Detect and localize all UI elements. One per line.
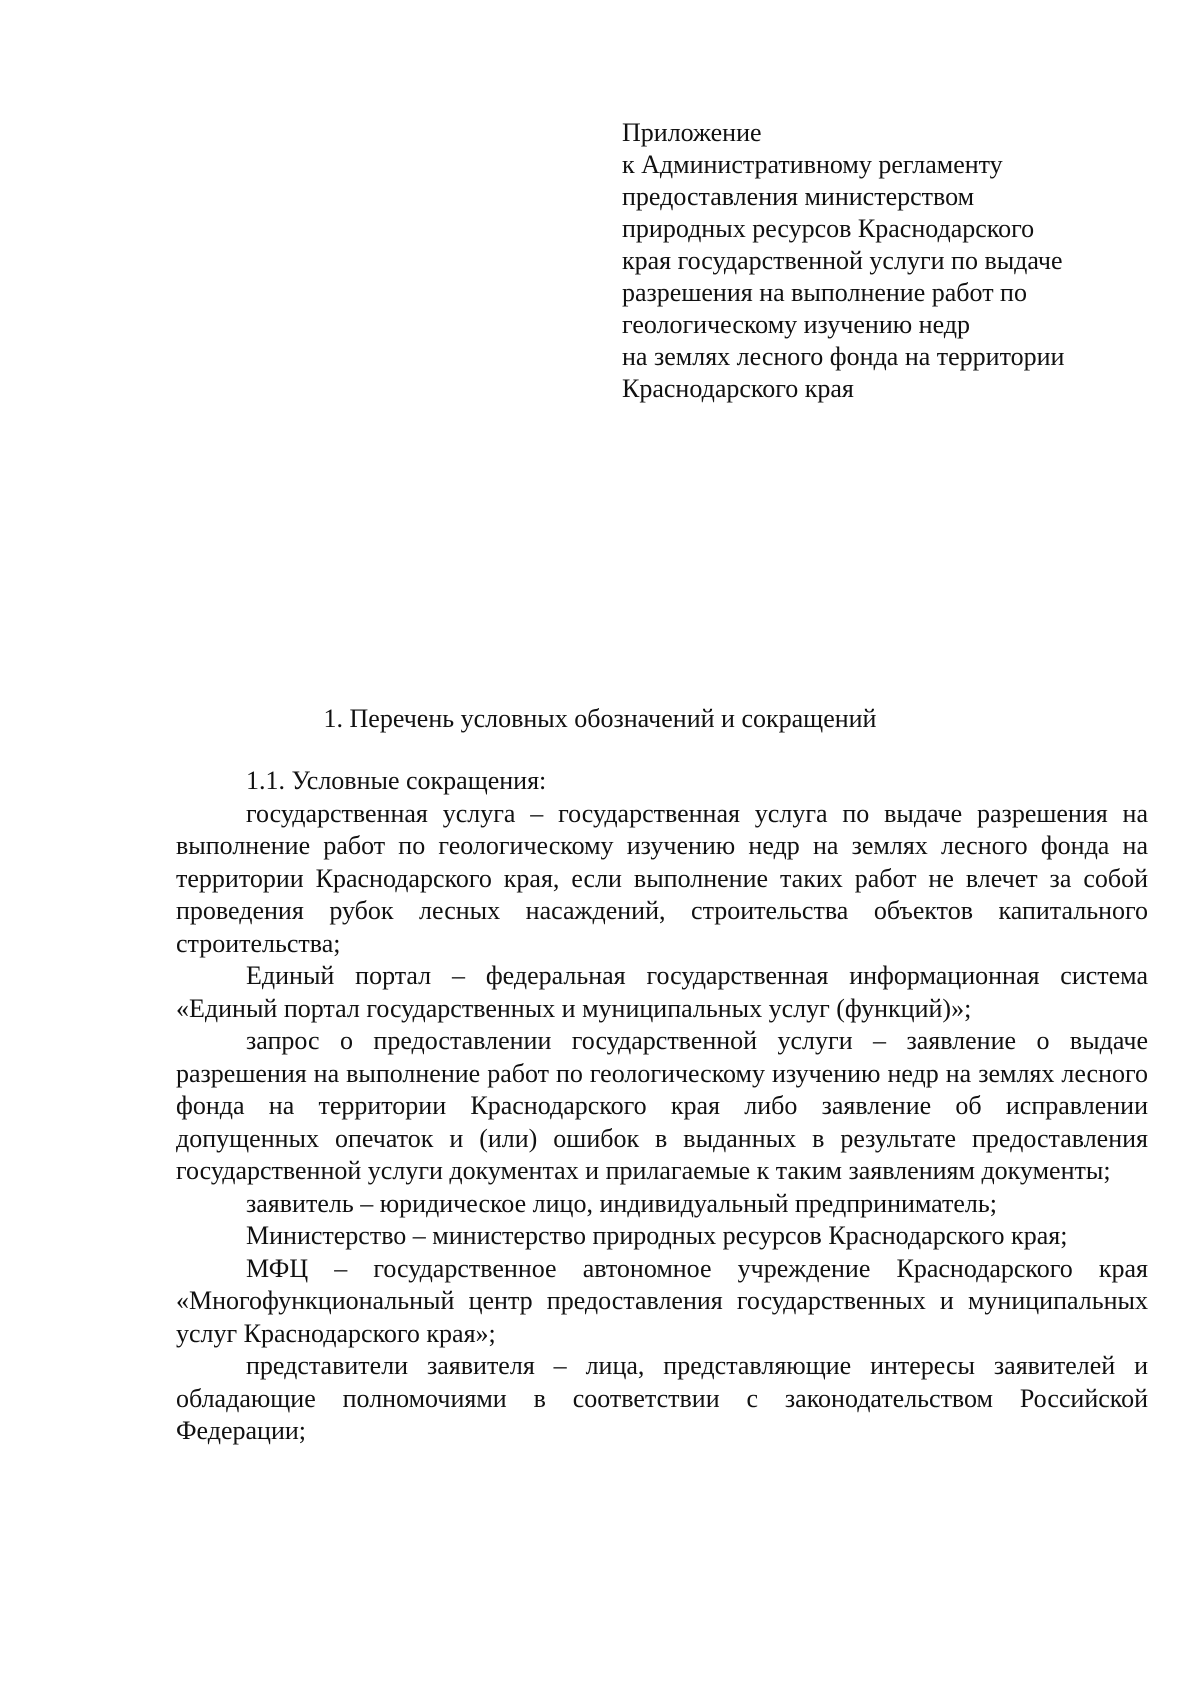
definition-paragraph: Единый портал – федеральная государственная информационная система «Единый портал государственных и муниципальных услуг (функций)»; bbox=[176, 961, 1148, 1023]
definition-paragraph: заявитель – юридическое лицо, индивидуальный предприниматель; bbox=[246, 1188, 997, 1218]
section-body bbox=[176, 765, 1148, 1448]
definition-paragraph: Министерство – министерство природных ресурсов Краснодарского края; bbox=[246, 1221, 1068, 1250]
section-title: 1. Перечень условных обозначений и сокращений bbox=[323, 704, 877, 733]
definition-paragraph: государственная услуга – государственная услуга по выдаче разрешения на выполнение работ по геологическому изучению недр на землях лесного фонда на территории Краснодарского края, если выполнение таких работ не влечет за собой проведения рубок лесных насаждений, строительства объектов капитального строительства; bbox=[176, 798, 1148, 958]
appendix-line: природных ресурсов Краснодарского bbox=[622, 214, 1035, 243]
appendix-line: к Административному регламенту bbox=[622, 150, 1003, 179]
definition-paragraph: представители заявителя – лица, представляющие интересы заявителей и обладающие полномочиями в соответствии с законодательством Российской Федерации; bbox=[176, 1351, 1148, 1445]
appendix-line: разрешения на выполнение работ по bbox=[622, 278, 1027, 307]
subsection-heading: 1.1. Условные сокращения: bbox=[246, 766, 547, 795]
appendix-line: предоставления министерством bbox=[622, 182, 975, 211]
appendix-line: на землях лесного фонда на территории bbox=[622, 342, 1065, 371]
definition-paragraph: МФЦ – государственное автономное учреждение Краснодарского края «Многофункциональный центр предоставления государственных и муниципальных услуг Краснодарского края»; bbox=[176, 1253, 1148, 1348]
appendix-line: Краснодарского края bbox=[622, 374, 854, 403]
appendix-line: геологическому изучению недр bbox=[622, 310, 970, 339]
appendix-line: края государственной услуги по выдаче bbox=[622, 246, 1063, 275]
definition-paragraph: запрос о предоставлении государственной услуги – заявление о выдаче разрешения на выполнение работ по геологическому изучению недр на землях лесного фонда на территории Краснодарского края либо заявление об исправлении допущенных опечаток и (или) ошибок в выданных в результате предоставления государственной услуги документах и прилагаемые к таким заявлениям документы; bbox=[176, 1026, 1148, 1185]
appendix-header bbox=[622, 117, 1122, 405]
appendix-line: Приложение bbox=[622, 118, 762, 147]
